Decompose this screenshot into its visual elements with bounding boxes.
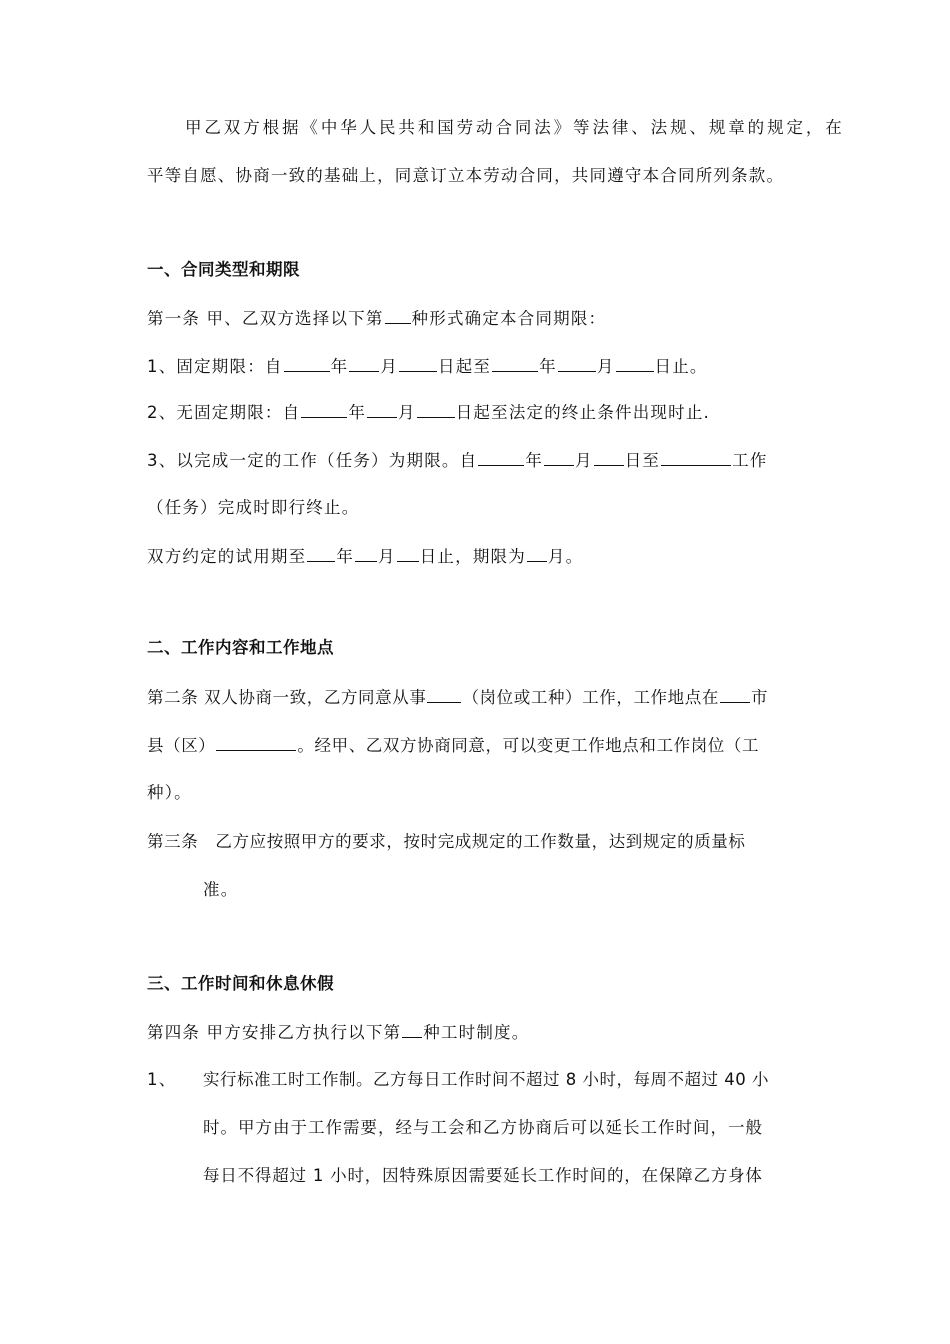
text: 年 (330, 357, 349, 376)
text: 第一条 甲、乙双方选择以下第 (147, 309, 384, 328)
section-heading-3: 三、工作时间和休息休假 (147, 974, 334, 993)
text: 月 (575, 451, 593, 470)
text: 年 (539, 357, 557, 376)
term-option-3-cont: （任务）完成时即行终止。 (147, 498, 360, 517)
text: 1、固定期限：自 (147, 357, 283, 376)
intro-text-2: 平等自愿、协商一致的基础上，同意订立本劳动合同，共同遵守本合同所列条款。 (147, 166, 785, 185)
text: 日至 (624, 451, 661, 470)
blank-field[interactable] (399, 354, 437, 372)
text: 年 (336, 547, 355, 566)
article-3-line-2: 准。 (203, 880, 239, 899)
text: 工作 (732, 451, 768, 470)
text: 月 (378, 547, 396, 566)
text: （岗位或工种）工作，工作地点在 (462, 688, 719, 707)
blank-field[interactable] (661, 448, 731, 466)
blank-field[interactable] (427, 685, 461, 703)
article-3-line-1: 第三条 乙方应按照甲方的要求，按时完成规定的工作数量，达到规定的质量标 (147, 832, 746, 851)
blank-field[interactable] (367, 400, 397, 418)
section-heading-2: 二、工作内容和工作地点 (147, 638, 334, 657)
blank-field[interactable] (417, 400, 455, 418)
blank-field[interactable] (720, 685, 750, 703)
term-option-2 (147, 400, 710, 425)
blank-field[interactable] (349, 354, 379, 372)
blank-field[interactable] (594, 448, 624, 466)
text: 种形式确定本合同期限： (411, 309, 607, 328)
blank-field[interactable] (402, 1020, 422, 1038)
text: 。经甲、乙双方协商同意，可以变更工作地点和工作岗位（工 (297, 736, 760, 755)
article-4 (147, 1020, 529, 1045)
hours-option-line-2: 时。甲方由于工作需要，经与工会和乙方协商后可以延长工作时间，一般 (203, 1118, 763, 1137)
text: 市 (750, 688, 769, 707)
blank-field[interactable] (544, 448, 574, 466)
text: 月 (398, 403, 416, 422)
text: 日止，期限为 (419, 547, 526, 566)
article-2-line-1 (147, 685, 768, 710)
text: 3、以完成一定的工作（任务）为期限。自 (147, 451, 478, 470)
intro-line-1 (185, 116, 843, 140)
article-1 (147, 306, 606, 331)
text: 日止。 (654, 357, 708, 376)
blank-field[interactable] (301, 400, 347, 418)
blank-field[interactable] (616, 354, 654, 372)
text: 月 (380, 357, 399, 376)
term-option-3 (147, 448, 768, 473)
hours-option-line-1: 实行标准工时工作制。乙方每日工作时间不超过 8 小时，每周不超过 40 小 (203, 1070, 769, 1089)
blank-field[interactable] (492, 354, 538, 372)
blank-field[interactable] (527, 544, 547, 562)
intro-text-1: 甲乙双方根据《中华人民共和国劳动合同法》等法律、法规、规章的规定，在 (185, 118, 843, 137)
text: 县（区） (147, 736, 216, 755)
blank-field[interactable] (307, 544, 335, 562)
text: 2、无固定期限：自 (147, 403, 301, 422)
text: 日起至法定的终止条件出现时止. (455, 403, 710, 422)
article-2-line-2 (147, 733, 759, 758)
blank-field[interactable] (397, 544, 419, 562)
blank-field[interactable] (284, 354, 330, 372)
text: 日起至 (438, 357, 492, 376)
term-option-1 (147, 354, 708, 379)
blank-field[interactable] (558, 354, 596, 372)
text: 年 (525, 451, 544, 470)
text: 第二条 双人协商一致，乙方同意从事 (147, 688, 427, 707)
text: 月 (596, 357, 615, 376)
text: 年 (348, 403, 367, 422)
text: 双方约定的试用期至 (147, 547, 307, 566)
hours-option-number: 1、 (147, 1070, 177, 1089)
section-heading-1: 一、合同类型和期限 (147, 260, 300, 279)
blank-field[interactable] (478, 448, 524, 466)
blank-field[interactable] (385, 306, 411, 324)
text: 月。 (547, 547, 584, 566)
probation-period (147, 544, 583, 569)
intro-line-2 (147, 164, 784, 188)
hours-option-line-3: 每日不得超过 1 小时，因特殊原因需要延长工作时间的，在保障乙方身体 (203, 1166, 763, 1185)
text: 种工时制度。 (423, 1023, 530, 1042)
article-2-line-3: 种）。 (147, 783, 192, 802)
blank-field[interactable] (355, 544, 377, 562)
text: 第四条 甲方安排乙方执行以下第 (147, 1023, 402, 1042)
blank-field[interactable] (216, 733, 296, 751)
